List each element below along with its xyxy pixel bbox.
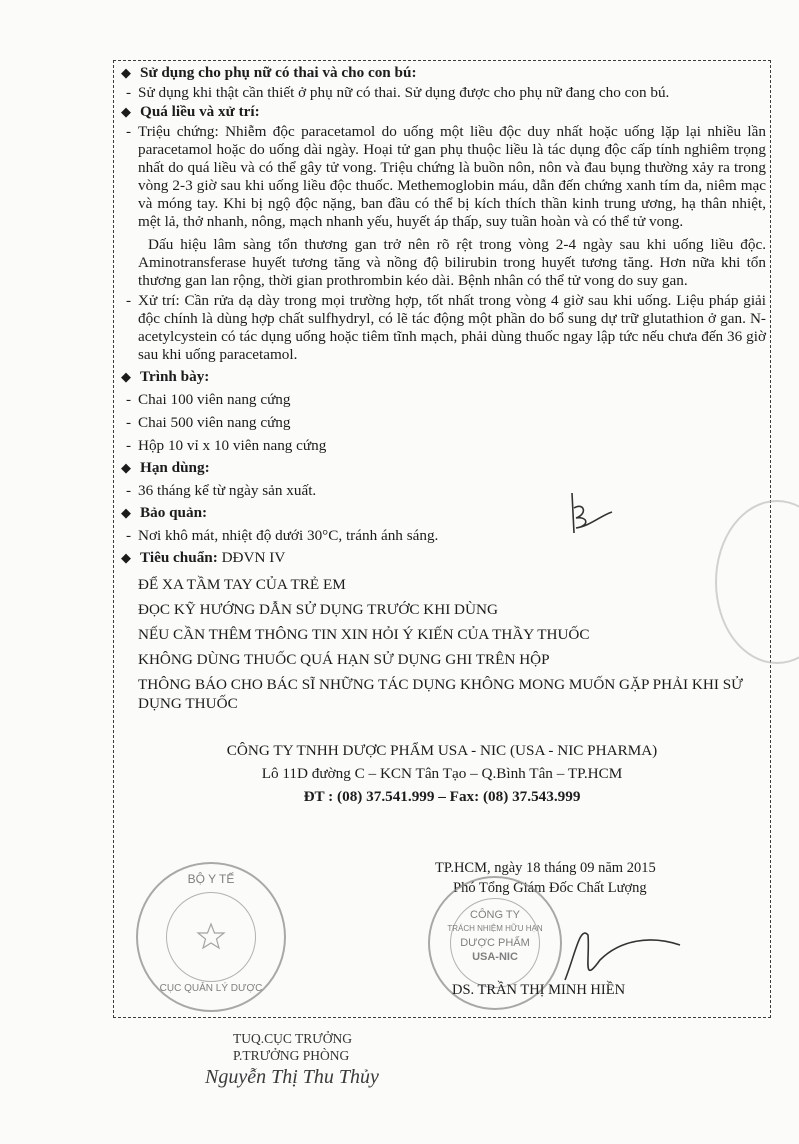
list-item: Hộp 10 vỉ x 10 viên nang cứng — [138, 437, 327, 454]
company-phone: ĐT : (08) 37.541.999 – Fax: (08) 37.543.999 — [303, 788, 581, 805]
star-icon — [196, 922, 226, 952]
warning-line: KHÔNG DÙNG THUỐC QUÁ HẠN SỬ DỤNG GHI TRÊN HỘP — [138, 651, 550, 668]
warning-line: ĐỌC KỸ HƯỚNG DẪN SỬ DỤNG TRƯỚC KHI DÙNG — [138, 601, 498, 618]
standard-value: DĐVN IV — [221, 549, 286, 566]
approval-block — [233, 1030, 352, 1064]
section-heading: Trình bày: — [140, 368, 210, 385]
diamond-bullet-icon: ◆ — [121, 65, 131, 80]
approval-signature: Nguyễn Thị Thu Thủy — [205, 1066, 379, 1088]
list-item: Chai 500 viên nang cứng — [138, 414, 291, 431]
section-heading: Tiêu chuẩn: — [140, 549, 218, 566]
signature-date: TP.HCM, ngày 18 tháng 09 năm 2015 — [435, 860, 656, 876]
diamond-bullet-icon: ◆ — [121, 369, 131, 384]
diamond-bullet-icon: ◆ — [121, 460, 131, 475]
ministry-seal-icon: BỘ Y TẾ CỤC QUẢN LÝ DƯỢC — [136, 862, 286, 1012]
section-pregnancy: ◆ Sử dụng cho phụ nữ có thai và cho con bú: - Sử dụng khi thật cần thiết ở phụ nữ có thai. Sử dụng được cho phụ nữ đang cho con bú. — [121, 64, 670, 101]
company-block — [118, 741, 766, 807]
warning-line: NẾU CẦN THÊM THÔNG TIN XIN HỎI Ý KIẾN CỦA THẦY THUỐC — [138, 626, 590, 643]
section-heading: Bảo quản: — [140, 504, 208, 521]
warning-line: THÔNG BÁO CHO BÁC SĨ NHỮNG TÁC DỤNG KHÔNG MONG MUỐN GẶP PHẢI KHI SỬ DỤNG THUỐC — [138, 676, 743, 712]
diamond-bullet-icon: ◆ — [121, 104, 131, 119]
list-item: 36 tháng kể từ ngày sản xuất. — [138, 482, 317, 499]
section-heading: Quá liều và xử trí: — [140, 103, 260, 120]
section-storage: ◆ Bảo quản: - Nơi khô mát, nhiệt độ dưới 30°C, tránh ánh sáng. — [121, 504, 439, 544]
signer-name: DS. TRẦN THỊ MINH HIỀN — [452, 982, 626, 998]
warnings-block — [118, 575, 766, 713]
diamond-bullet-icon: ◆ — [121, 550, 131, 565]
document-body — [118, 63, 766, 807]
signature-title: Phó Tổng Giám Đốc Chất Lượng — [453, 880, 647, 896]
section-text: Sử dụng khi thật cần thiết ở phụ nữ có thai. Sử dụng được cho phụ nữ đang cho con bú. — [138, 84, 670, 101]
company-stamp-icon: CÔNG TY TRÁCH NHIỆM HỮU HẠN DƯỢC PHẨM USA-NIC — [428, 876, 562, 1010]
overdose-clinical: Dấu hiệu lâm sàng tổn thương gan trở nên rõ rệt trong vòng 2-4 ngày sau khi uống liều độc. Aminotransferase huyết tương tăng và nồng độ bilirubin trong huyết tương tăng. Hơn nữa khi tổn thương gan lan rộng, thời gian prothrombin kéo dài. Bệnh nhân có thể tử vong do suy gan. — [138, 236, 766, 289]
overdose-symptoms: Triệu chứng: Nhiễm độc paracetamol do uống một liều độc duy nhất hoặc uống lặp lại nhiều lần paracetamol hoặc do uống dài ngày. Hoại tử gan phụ thuộc liều là tác dụng độc cấp tính nghiêm trọng nhất do quá liều và có thể gây tử vong. Triệu chứng là buồn nôn, nôn và đau bụng thường xảy ra trong vòng 2-3 giờ sau khi uống liều độc thuốc. Methemoglobin máu, dẫn đến chứng xanh tím da, niêm mạc và móng tay. Khi bị ngộ độc nặng, ban đầu có thể bị kích thích thần kinh trung ương, hạ thân nhiệt, mệt lả, thở nhanh, nông, mạch nhanh yếu, huyết áp thấp, suy tuần hoàn và có thể tử vong. — [138, 123, 766, 230]
section-standard — [118, 549, 766, 567]
section-expiry: ◆ Hạn dùng: - 36 tháng kể từ ngày sản xuất. — [121, 459, 317, 499]
approval-line-1: TUQ.CỤC TRƯỞNG — [233, 1031, 352, 1046]
company-address: Lô 11D đường C – KCN Tân Tạo – Q.Bình Tân – TP.HCM — [261, 765, 623, 782]
section-overdose: ◆ Quá liều và xử trí: - Triệu chứng: Nhiễm độc paracetamol do uống một liều độc duy nhất hoặc uống lặp lại nhiều lần paracetamol hoặc do uống dài ngày. Hoại tử gan phụ thuộc liều là tác dụng độc cấp tính nghiêm trọng nhất do quá liều và có thể gây tử vong. Triệu chứng là buồn nôn, nôn và đau bụng thường xảy ra trong vòng 2-3 giờ sau khi uống liều độc thuốc. Methemoglobin máu, dẫn đến chứng xanh tím da, niêm mạc và móng tay. Khi bị ngộ độc nặng, ban đầu có thể bị kích thích thần kinh trung ương, hạ thân nhiệt, mệt lả, thở nhanh, nông, mạch nhanh yếu, huyết áp thấp, suy tuần hoàn và có thể tử vong. Dấu hiệu lâm sàng tổn thương gan trở nên rõ rệt trong vòng 2-4 ngày sau khi uống liều độc. Aminotransferase huyết tương tăng và nồng độ bilirubin trong huyết tương tăng. Hơn nữa khi tổn thương gan lan rộng, thời gian prothrombin kéo dài. Bệnh nhân có thể tử vong do suy gan. - Xử trí: Cần rửa dạ dày trong mọi trường hợp, tốt nhất trong vòng 4 giờ sau khi uống. Liệu pháp giải độc chính là dùng hợp chất sulfhydryl, có lẽ tác động một phần do bổ sung dự trữ glutathion ở gan. N- acetylcystein có tác dụng uống hoặc tiêm tĩnh mạch, phải dùng thuốc ngay lập tức nếu chưa đến 36 giờ sau khi uống paracetamol. — [118, 103, 766, 364]
approval-line-2: P.TRƯỞNG PHÒNG — [233, 1048, 350, 1063]
warning-line: ĐỂ XA TẦM TAY CỦA TRẺ EM — [138, 576, 346, 593]
section-presentation: ◆ Trình bày: - Chai 100 viên nang cứng - Chai 500 viên nang cứng - Hộp 10 vỉ x 10 viên nang cứng — [121, 368, 327, 454]
overdose-treatment: Xử trí: Cần rửa dạ dày trong mọi trường hợp, tốt nhất trong vòng 4 giờ sau khi uống. Liệu pháp giải độc chính là dùng hợp chất sulfhydryl, có lẽ tác động một phần do bổ sung dự trữ glutathion ở gan. N- acetylcystein có tác dụng uống hoặc tiêm tĩnh mạch, phải dùng thuốc ngay lập tức nếu chưa đến 36 giờ sau khi uống paracetamol. — [138, 292, 766, 363]
section-heading: Hạn dùng: — [140, 459, 210, 476]
list-item: Nơi khô mát, nhiệt độ dưới 30°C, tránh ánh sáng. — [138, 527, 439, 544]
initial-mark-icon — [560, 488, 620, 538]
diamond-bullet-icon: ◆ — [121, 505, 131, 520]
list-item: Chai 100 viên nang cứng — [138, 391, 291, 408]
company-name: CÔNG TY TNHH DƯỢC PHẨM USA - NIC (USA - NIC PHARMA) — [226, 742, 658, 759]
section-heading: Sử dụng cho phụ nữ có thai và cho con bú: — [140, 64, 417, 81]
